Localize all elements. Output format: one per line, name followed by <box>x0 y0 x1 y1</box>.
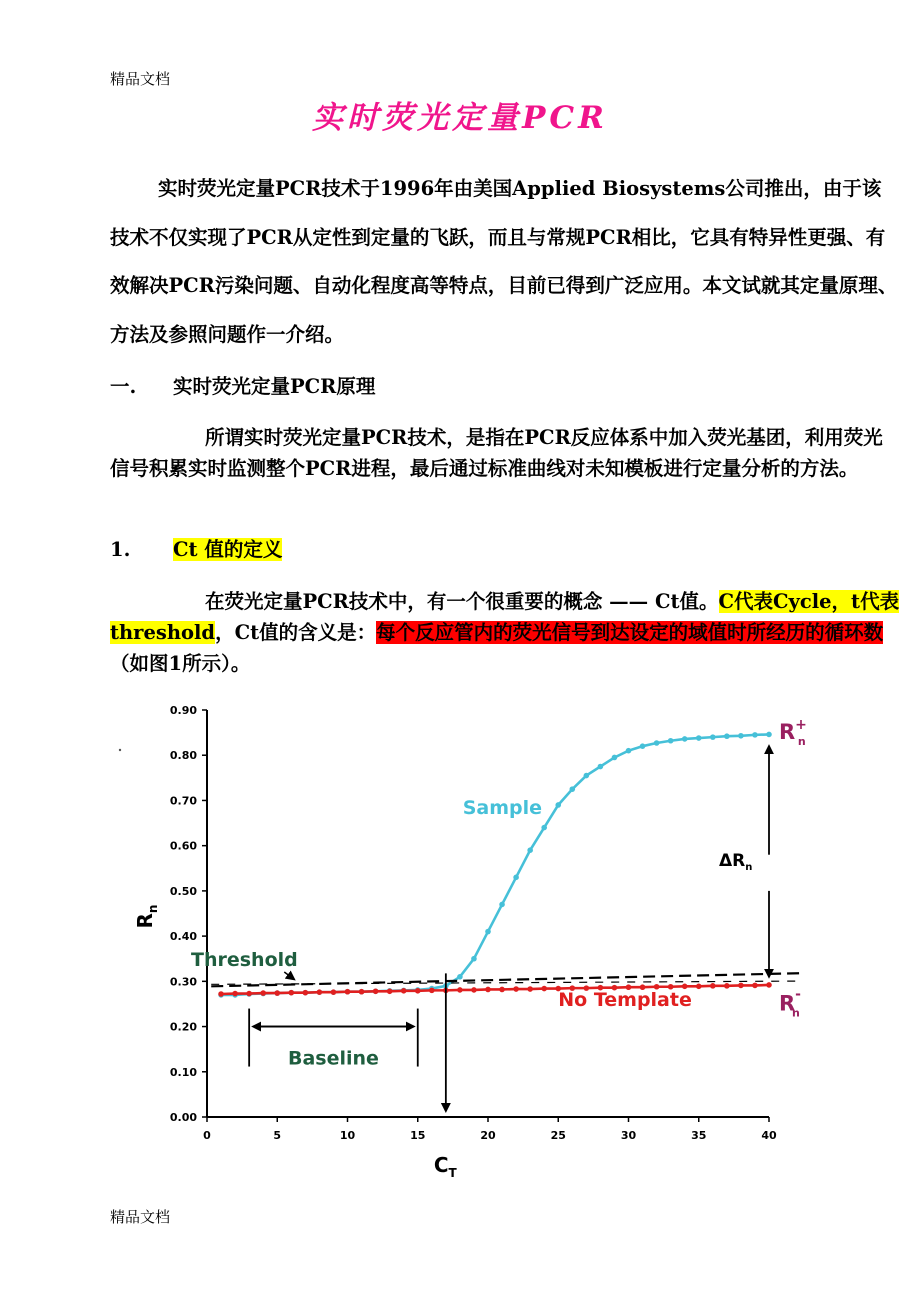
principle-paragraph: 所谓实时荧光定量PCR技术，是指在PCR反应体系中加入荧光基团，利用荧光信号积累实时监测整个PCR进程，最后通过标准曲线对未知模板进行定量分析的方法。 <box>110 426 883 480</box>
sample-point <box>738 733 744 739</box>
page-header: 精品文档 <box>110 70 171 88</box>
ct-highlight-red: 每个反应管内的荧光信号到达设定的域值时所经历的循环数 <box>376 621 884 644</box>
subsection-number: 1. <box>110 538 131 561</box>
x-tick-label: 15 <box>410 1129 426 1142</box>
subsection-title: Ct 值的定义 <box>173 538 283 561</box>
x-tick-label: 20 <box>480 1129 496 1142</box>
y-tick-label: 0.20 <box>169 1020 197 1034</box>
y-axis-label: $R_n$ <box>133 904 160 929</box>
no-template-point <box>752 983 758 989</box>
no-template-point <box>401 988 407 994</box>
sample-point <box>710 734 716 740</box>
sample-point <box>682 736 688 742</box>
no-template-point <box>471 987 477 993</box>
sample-point <box>724 733 730 739</box>
sample-point <box>668 738 674 744</box>
x-tick-label: 0 <box>203 1129 211 1142</box>
no-template-point <box>766 982 772 988</box>
no-template-point <box>541 986 547 992</box>
x-tick-label: 10 <box>339 1129 356 1142</box>
rn-plus-label: R+ n <box>779 716 807 748</box>
sample-label: Sample <box>462 797 543 820</box>
sample-point <box>499 902 505 908</box>
threshold-pointer <box>284 972 294 979</box>
no-template-point <box>260 990 266 996</box>
no-template-point <box>738 983 744 989</box>
sample-point <box>541 825 547 831</box>
sample-point <box>654 740 660 746</box>
no-template-point <box>513 986 519 992</box>
y-tick-label: 0.10 <box>169 1065 197 1079</box>
no-template-point <box>527 986 533 992</box>
page-footer: 精品文档 <box>110 1208 171 1226</box>
no-template-point <box>415 988 421 994</box>
ct-paragraph <box>110 586 900 679</box>
pcr-amplification-chart <box>110 690 830 1180</box>
rn-minus-label: R-n <box>779 986 801 1020</box>
ct-text-c: ，Ct值的含义是： <box>215 621 377 644</box>
section-number: 一. <box>110 375 137 398</box>
no-template-point <box>331 989 337 995</box>
no-template-point <box>710 983 716 989</box>
y-tick-label: 0.30 <box>169 975 197 989</box>
sample-point <box>612 755 618 761</box>
x-tick-label: 40 <box>761 1129 777 1142</box>
page-title: 实时荧光定量PCR <box>312 100 608 136</box>
x-tick-label: 5 <box>273 1129 282 1142</box>
sample-point <box>598 764 604 770</box>
no-template-point <box>724 983 730 989</box>
no-template-point <box>246 991 252 997</box>
x-tick-label: 35 <box>691 1129 707 1142</box>
threshold-label: Threshold <box>191 949 298 972</box>
no-template-point <box>289 990 295 996</box>
sample-point <box>457 974 463 980</box>
no-template-point <box>303 990 309 996</box>
y-tick-label: 0.90 <box>169 704 197 717</box>
section-title: 实时荧光定量PCR原理 <box>173 375 376 398</box>
stray-dot <box>119 749 121 751</box>
sample-point <box>555 802 561 808</box>
baseline-label: Baseline <box>287 1047 379 1070</box>
no-template-point <box>457 987 463 993</box>
sample-point <box>485 929 491 935</box>
y-tick-label: 0.40 <box>169 930 197 944</box>
subsection-heading <box>110 534 282 562</box>
no-template-point <box>387 988 393 994</box>
no-template-point <box>429 988 435 994</box>
no-template-point <box>232 991 238 997</box>
sample-point <box>696 735 702 741</box>
y-tick-label: 0.50 <box>169 884 197 898</box>
no-template-point <box>485 987 491 993</box>
no-template-point <box>345 989 351 995</box>
ct-text-a: 在荧光定量PCR技术中，有一个很重要的概念 —— Ct值。 <box>205 590 719 613</box>
x-tick-label: 30 <box>620 1129 637 1142</box>
x-axis-label: $C_T$ <box>433 1153 457 1180</box>
sample-point <box>626 748 632 754</box>
sample-point <box>640 743 646 749</box>
no-template-point <box>696 984 702 990</box>
x-tick-label: 25 <box>550 1129 566 1142</box>
no-template-point <box>373 988 379 994</box>
no-template-point <box>499 987 505 993</box>
y-tick-label: 0.70 <box>169 794 197 808</box>
sample-point <box>752 732 758 738</box>
sample-point <box>527 847 533 853</box>
y-tick-label: 0.80 <box>169 749 197 763</box>
delta-rn-label: $\Delta R_n$ <box>719 851 753 874</box>
sample-point <box>570 786 576 792</box>
sample-point <box>766 732 772 738</box>
no-template-point <box>218 991 224 997</box>
y-tick-label: 0.60 <box>169 839 197 853</box>
no-template-label: No Template <box>558 989 692 1012</box>
no-template-point <box>274 990 280 996</box>
ct-highlight-yellow: C代表Cycle，t代表threshold <box>110 590 900 644</box>
section-heading <box>110 371 375 399</box>
y-tick-label: 0.00 <box>169 1111 197 1124</box>
no-template-point <box>359 989 365 995</box>
sample-point <box>584 773 590 779</box>
intro-paragraph: 实时荧光定量PCR技术于1996年由美国Applied Biosystems公司推出，由于该技术不仅实现了PCR从定性到定量的飞跃，而且与常规PCR相比，它具有特异性更强、有效解决PCR污染问题、自动化程度高等特点，目前已得到广泛应用。本文试就其定量原理、方法及参照问题作一介绍。 <box>110 177 898 346</box>
ct-text-e: （如图1所示）。 <box>110 652 251 675</box>
sample-point <box>471 956 477 962</box>
no-template-point <box>317 989 323 995</box>
sample-curve <box>221 734 769 994</box>
sample-point <box>513 875 519 881</box>
